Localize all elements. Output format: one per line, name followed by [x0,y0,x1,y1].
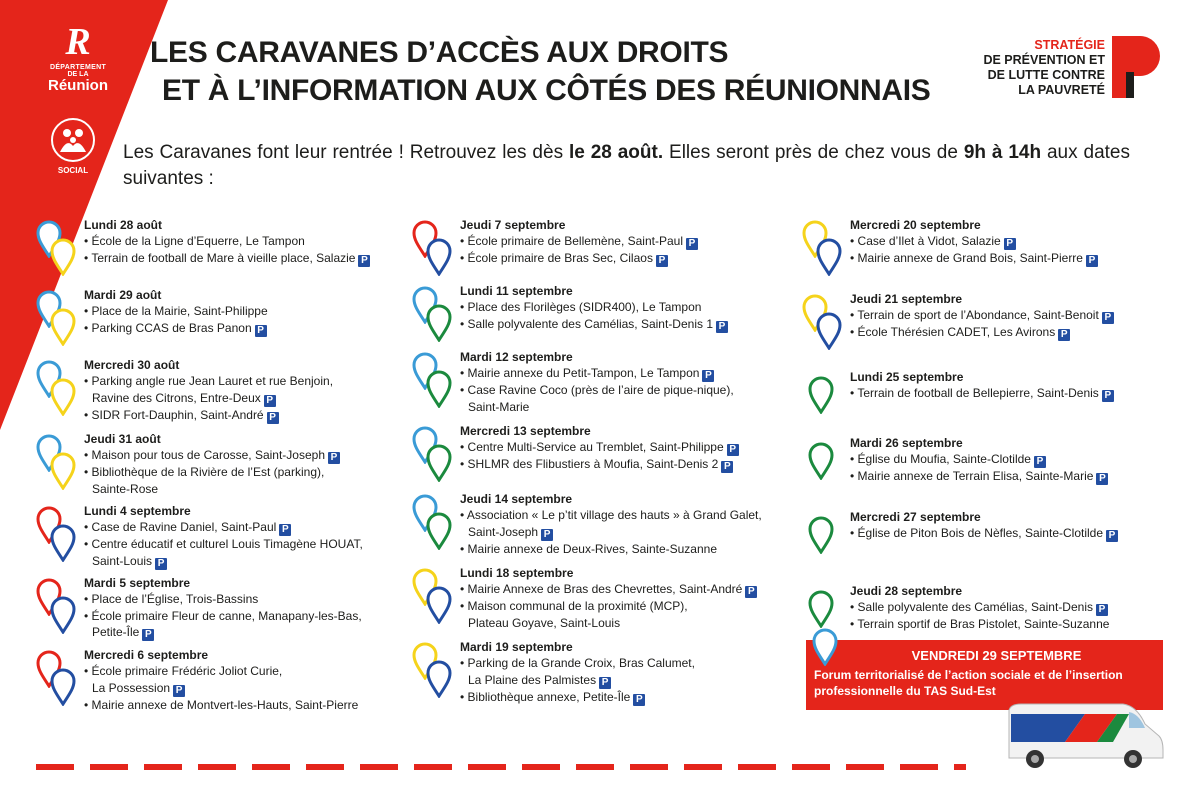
title-line-1: LES CARAVANES D’ACCÈS AUX DROITS [150,36,729,69]
day-label: Mardi 29 août [84,288,162,302]
day-label: Mardi 26 septembre [850,436,963,450]
location-item: • Case Ravine Coco (près de l’aire de pique-nique), Saint-Marie [460,383,734,414]
map-pin-icon [816,312,842,350]
bottom-dashed-line [36,764,966,770]
location-item: • Terrain de football de Mare à vieille place, Salazie P [84,250,392,267]
map-pin-icon [426,444,452,482]
parking-icon: P [727,444,739,456]
strategy-p-logo-icon [1112,36,1160,98]
page-title [150,34,1010,110]
schedule-column-2 [412,218,768,714]
parking-icon: P [255,325,267,337]
map-pin-icon [426,512,452,550]
day-pins [36,504,84,564]
schedule-day-group [36,358,392,432]
map-pin-icon [808,516,834,554]
map-pin-icon [808,376,834,414]
banner-title: VENDREDI 29 SEPTEMBRE [911,648,1082,663]
day-pins [36,218,84,278]
day-pins [412,640,460,700]
parking-icon: P [358,255,370,267]
banner-body: Forum territorialisé de l’action sociale et de l’insertion professionnelle du TAS Sud-Est [814,668,1123,698]
schedule-day-group [36,648,392,720]
day-label: Jeudi 31 août [84,432,161,446]
parking-icon: P [279,524,291,536]
social-logo [50,118,96,175]
location-item: • École Thérésien CADET, Les Avirons P [850,324,1172,341]
location-item: • Terrain de football de Bellepierre, Saint-Denis P [850,385,1172,402]
parking-icon: P [1102,312,1114,324]
parking-icon: P [702,370,714,382]
day-pins [36,288,84,348]
day-label: Lundi 28 août [84,218,162,232]
day-label: Lundi 18 septembre [460,566,574,580]
day-label: Mercredi 30 août [84,358,180,372]
parking-icon: P [1004,238,1016,250]
day-label: Mercredi 20 septembre [850,218,981,232]
location-item: • Terrain sportif de Bras Pistolet, Sainte-Suzanne [850,617,1110,631]
location-item: • Place de l’Église, Trois-Bassins [84,592,259,606]
day-pins [36,576,84,636]
location-item: • École primaire de Bras Sec, Cilaos P [460,250,768,267]
parking-icon: P [656,255,668,267]
location-item: • École primaire Frédéric Joliot Curie, La Possession P [84,664,283,696]
map-pin-icon [50,378,76,416]
day-pins [412,218,460,278]
schedule-day-group [36,504,392,576]
location-item: • Association « Le p’tit village des hauts » à Grand Galet, Saint-Joseph P [460,508,762,540]
parking-icon: P [1096,473,1108,485]
location-item: • Terrain de sport de l’Abondance, Saint-Benoit P [850,307,1172,324]
location-item: • Parking de la Grande Croix, Bras Calumet, La Plaine des Palmistes P [460,656,695,688]
day-label: Jeudi 21 septembre [850,292,963,306]
location-item: • Bibliothèque de la Rivière de l’Est (parking), Sainte-Rose [84,465,325,496]
departement-reunion-logo: R DÉPARTEMENT DE LA Réunion [48,21,108,94]
parking-icon: P [264,395,276,407]
schedule-day-group [412,424,768,492]
location-item: • Parking CCAS de Bras Panon P [84,320,392,337]
day-pins [412,424,460,484]
parking-icon: P [1096,604,1108,616]
schedule-day-group [412,350,768,424]
map-pin-icon [50,308,76,346]
location-item: • École primaire de Bellemène, Saint-Paul P [460,233,768,250]
day-pins [412,492,460,552]
parking-icon: P [142,629,154,641]
day-label: Mardi 19 septembre [460,640,573,654]
map-pin-icon [50,596,76,634]
schedule-day-group [36,288,392,358]
location-item: • Mairie annexe de Terrain Elisa, Sainte-Marie P [850,468,1172,485]
location-item: • Mairie annexe de Deux-Rives, Sainte-Suzanne [460,541,718,556]
schedule-column-3 [802,218,1172,654]
location-item: • Salle polyvalente des Camélias, Saint-Denis P [850,599,1172,616]
parking-icon: P [1106,530,1118,542]
parking-icon: P [1102,390,1114,402]
location-item: • École primaire Fleur de canne, Manapany-les-Bas, Petite-Île P [84,608,362,640]
day-pins [802,510,850,570]
family-icon [51,118,95,162]
map-pin-icon [808,442,834,480]
parking-icon: P [633,694,645,706]
parking-icon: P [716,321,728,333]
strategy-logo-text: STRATÉGIE DE PRÉVENTION ET DE LUTTE CONTRE LA PAUVRETÉ [983,38,1105,97]
location-item: • SHLMR des Flibustiers à Moufia, Saint-Denis 2 P [460,456,768,473]
location-item: • Salle polyvalente des Camélias, Saint-Denis 1 P [460,316,768,333]
location-item: • Mairie annexe de Montvert-les-Hauts, Saint-Pierre [84,697,359,712]
schedule-day-group [36,218,392,288]
map-pin-icon [50,452,76,490]
location-item: • Bibliothèque annexe, Petite-Île P [460,689,768,706]
parking-icon: P [328,452,340,464]
day-label: Lundi 11 septembre [460,284,573,298]
caravan-van-icon [1005,702,1165,770]
parking-icon: P [155,558,167,570]
day-label: Jeudi 28 septembre [850,584,963,598]
schedule-column-1 [36,218,392,720]
schedule-day-group [36,432,392,504]
forum-banner [806,640,1163,710]
location-item: • Maison communal de la proximité (MCP), Plateau Goyave, Saint-Louis [460,599,688,630]
intro-paragraph: Les Caravanes font leur rentrée ! Retrouvez les dès le 28 août. Elles seront près de chez vous de 9h à 14h aux dates suivantes : [123,142,1131,189]
location-item: • Case d’Ilet à Vidot, Salazie P [850,233,1172,250]
day-label: Lundi 4 septembre [84,504,191,518]
location-item: • SIDR Fort-Dauphin, Saint-André P [84,407,392,424]
schedule-day-group [412,218,768,284]
map-pin-icon [426,238,452,276]
location-item: • Mairie annexe du Petit-Tampon, Le Tampon P [460,365,768,382]
day-label: Jeudi 14 septembre [460,492,573,506]
day-pins [802,436,850,496]
day-pins [412,350,460,410]
schedule-day-group [802,292,1172,370]
location-item: • École de la Ligne d’Equerre, Le Tampon [84,234,305,248]
day-pins [802,218,850,278]
social-label: SOCIAL [57,166,89,175]
day-pins [802,370,850,430]
parking-icon: P [541,529,553,541]
location-item: • Mairie annexe de Grand Bois, Saint-Pierre P [850,250,1172,267]
parking-icon: P [1058,329,1070,341]
day-pins [412,566,460,626]
day-pins [412,284,460,344]
map-pin-icon [50,668,76,706]
day-label: Mercredi 13 septembre [460,424,591,438]
day-label: Jeudi 7 septembre [460,218,566,232]
day-label: Mardi 5 septembre [84,576,191,590]
map-pin-icon [426,304,452,342]
schedule-day-group [412,566,768,640]
title-line-2: ET À L’INFORMATION AUX CÔTÉS DES RÉUNIONNAIS [162,74,931,107]
day-label: Mardi 12 septembre [460,350,573,364]
schedule-day-group [802,436,1172,510]
map-pin-icon [426,660,452,698]
schedule-day-group [412,492,768,566]
schedule-day-group [802,370,1172,436]
location-item: • Église de Piton Bois de Nèfles, Sainte-Clotilde P [850,525,1172,542]
location-item: • Place de la Mairie, Saint-Philippe [84,304,268,318]
map-pin-icon [816,238,842,276]
location-item: • Centre Multi-Service au Tremblet, Saint-Philippe P [460,439,768,456]
location-item: • Centre éducatif et culturel Louis Timagène HOUAT, Saint-Louis P [84,537,363,569]
parking-icon: P [1034,456,1046,468]
schedule-day-group [412,640,768,714]
day-label: Mercredi 6 septembre [84,648,209,662]
banner-map-pin-icon [812,628,838,666]
schedule-day-group [802,510,1172,584]
parking-icon: P [173,685,185,697]
schedule-day-group [412,284,768,350]
schedule-day-group [802,218,1172,292]
map-pin-icon [808,590,834,628]
day-pins [36,648,84,708]
day-label: Lundi 25 septembre [850,370,964,384]
parking-icon: P [686,238,698,250]
parking-icon: P [721,461,733,473]
day-pins [36,432,84,492]
parking-icon: P [745,586,757,598]
location-item: • Mairie Annexe de Bras des Chevrettes, Saint-André P [460,581,768,598]
map-pin-icon [426,370,452,408]
day-label: Mercredi 27 septembre [850,510,981,524]
location-item: • Parking angle rue Jean Lauret et rue Benjoin, Ravine des Citrons, Entre-Deux P [84,374,334,406]
map-pin-icon [426,586,452,624]
parking-icon: P [1086,255,1098,267]
location-item: • Église du Moufia, Sainte-Clotilde P [850,451,1172,468]
parking-icon: P [267,412,279,424]
day-pins [36,358,84,418]
schedule-day-group [36,576,392,648]
location-item: • Maison pour tous de Carosse, Saint-Joseph P [84,447,392,464]
location-item: • Place des Florilèges (SIDR400), Le Tampon [460,300,702,314]
day-pins [802,292,850,352]
location-item: • Case de Ravine Daniel, Saint-Paul P [84,519,392,536]
map-pin-icon [50,524,76,562]
map-pin-icon [50,238,76,276]
parking-icon: P [599,677,611,689]
